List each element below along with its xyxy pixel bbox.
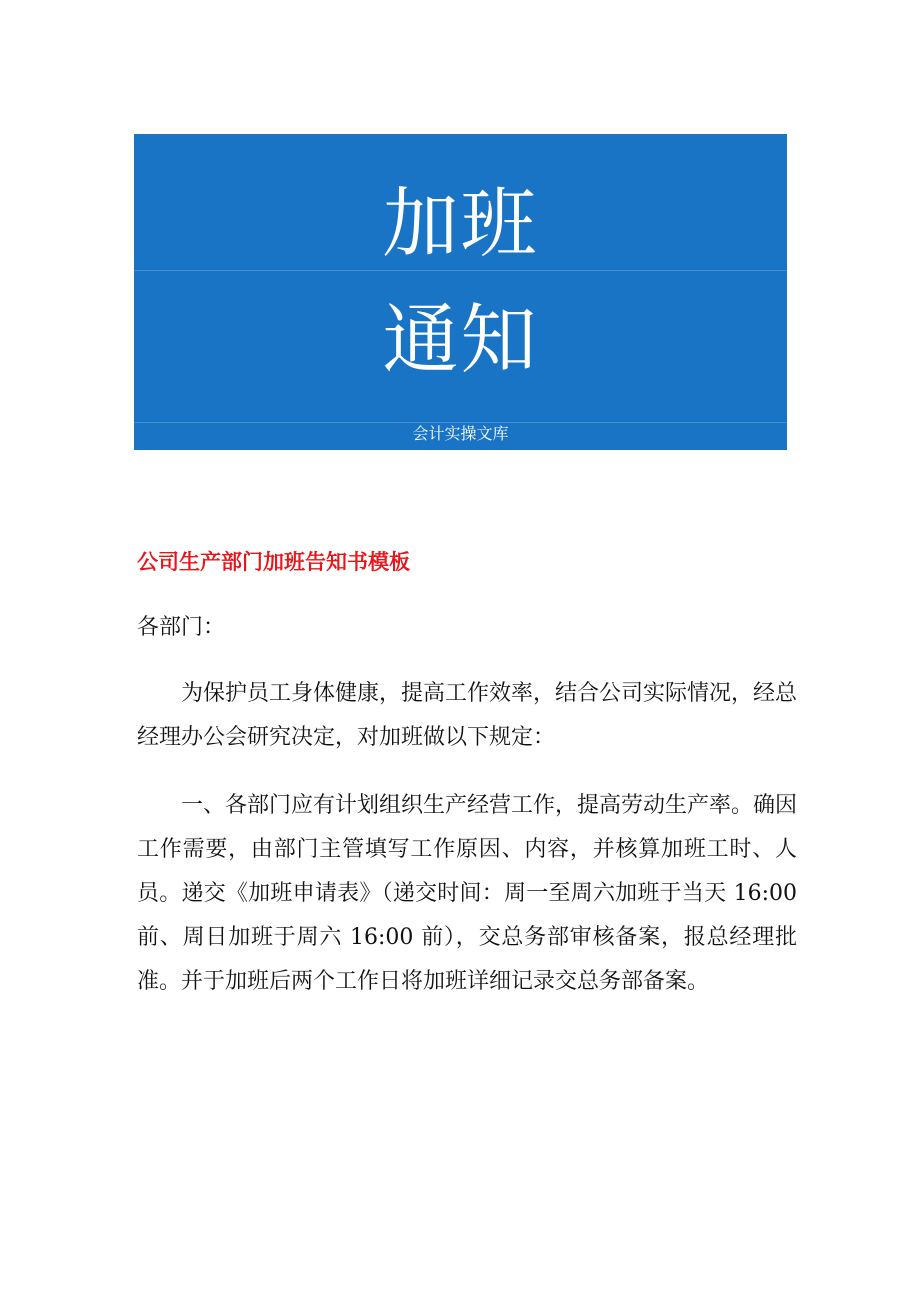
salutation: 各部门：: [137, 615, 226, 640]
cover-divider-top: [134, 270, 787, 271]
paragraph-rule-1: 一、各部门应有计划组织生产经营工作，提高劳动生产率。确因工作需要，由部门主管填写工作原因、内容，并核算加班工时、人员。递交《加班申请表》（递交时间：周一至周六加班于当天 16:00 前、周日加班于周六 16:00 前），交总务部审核备案，报总经理批准。并于加班后两个工作日将加班详细记录交总务部备案。: [137, 793, 798, 994]
document-title: 公司生产部门加班告知书模板: [137, 550, 410, 574]
cover-title-line1: 加班: [382, 179, 539, 268]
cover-divider-bottom: [134, 422, 787, 423]
cover-title-line2: 通知: [382, 295, 539, 384]
paragraph-intro: 为保护员工身体健康，提高工作效率，结合公司实际情况，经总经理办公会研究决定，对加班做以下规定：: [137, 681, 798, 750]
cover-banner: [134, 134, 787, 450]
cover-subtitle: 会计实操文库: [412, 424, 509, 443]
